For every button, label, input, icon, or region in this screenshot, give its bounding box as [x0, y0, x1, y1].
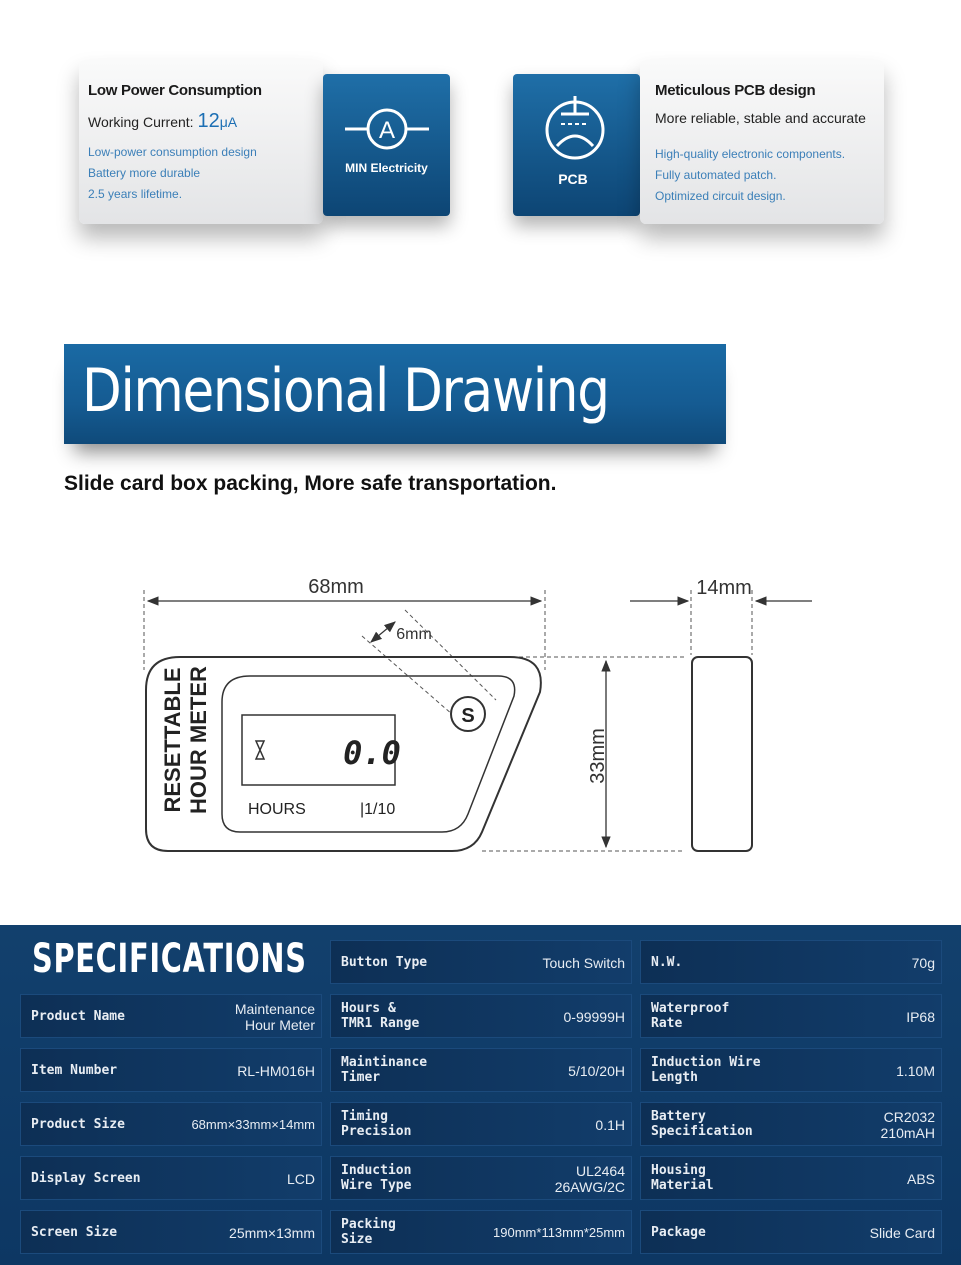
feature-line: High-quality electronic components.: [655, 147, 846, 161]
side-text-resettable: RESETTABLE: [160, 667, 185, 813]
feature-line: Fully automated patch.: [655, 168, 777, 182]
spec-label: Battery Specification: [651, 1109, 753, 1139]
spec-row: [640, 940, 942, 984]
spec-row: [640, 1210, 942, 1254]
feature-subtitle-pcb: More reliable, stable and accurate: [655, 110, 866, 126]
spec-row: [640, 1102, 942, 1146]
feature-line: Optimized circuit design.: [655, 189, 786, 203]
spec-row: [330, 940, 632, 984]
spec-label: Product Size: [31, 1117, 125, 1132]
feature-lines-low-power: [88, 142, 257, 205]
dimensional-drawing: [0, 560, 961, 880]
spec-label: Induction Wire Type: [341, 1163, 412, 1193]
feature-line: 2.5 years lifetime.: [88, 187, 183, 201]
spec-value: Touch Switch: [542, 955, 625, 971]
spec-value: 1.10M: [896, 1063, 935, 1079]
spec-value: Maintenance Hour Meter: [234, 1001, 315, 1033]
feature-lines-pcb: [655, 144, 845, 207]
lcd-reading: 0.0: [343, 734, 401, 772]
spec-row: [20, 1156, 322, 1200]
side-text-hour-meter: HOUR METER: [186, 666, 211, 814]
scale-label: |1/10: [360, 801, 396, 818]
spec-label: Hours & TMR1 Range: [341, 1001, 420, 1031]
spec-value: CR2032 210mAH: [880, 1109, 935, 1141]
working-current-label: Working Current:: [88, 114, 194, 130]
spec-label: Maintinance Timer: [341, 1055, 428, 1085]
spec-row: [640, 1048, 942, 1092]
spec-value: ABS: [906, 1171, 935, 1187]
hourglass-icon: [256, 741, 264, 759]
spec-row: [330, 994, 632, 1038]
hours-label: HOURS: [248, 801, 306, 818]
spec-row: [20, 1048, 322, 1092]
spec-row: [330, 1210, 632, 1254]
banner-subtitle: Slide card box packing, More safe transportation.: [64, 472, 557, 495]
spec-value: IP68: [906, 1009, 935, 1025]
spec-label: Housing Material: [651, 1163, 714, 1193]
spec-label: Screen Size: [31, 1225, 118, 1240]
spec-label: Package: [651, 1225, 706, 1240]
feature-title-pcb: Meticulous PCB design: [655, 82, 816, 99]
width-dimension-label: 68mm: [308, 576, 364, 598]
spec-value: 70g: [911, 955, 935, 971]
working-current-unit: μA: [219, 114, 238, 130]
spec-label: Induction Wire Length: [651, 1055, 761, 1085]
spec-label: Item Number: [31, 1063, 118, 1078]
spec-row: [330, 1102, 632, 1146]
spec-row: [20, 994, 322, 1038]
spec-value: 0-99999H: [563, 1009, 625, 1025]
depth-dimension-label: 14mm: [696, 577, 752, 599]
min-electricity-label: MIN Electricity: [345, 161, 428, 175]
pcb-label: PCB: [558, 171, 588, 187]
spec-label: Packing Size: [341, 1217, 396, 1247]
working-current-value: 12: [197, 110, 220, 132]
s-button-label: S: [461, 705, 475, 727]
banner-title: Dimensional Drawing: [82, 356, 609, 426]
spec-label: Waterproof Rate: [651, 1001, 730, 1031]
feature-title-low-power: Low Power Consumption: [88, 82, 262, 99]
meter-side-view: [692, 657, 752, 851]
min-electricity-badge: [323, 74, 450, 216]
spec-label: N.W.: [651, 955, 683, 970]
spec-row: [20, 1102, 322, 1146]
svg-text:A: A: [378, 117, 396, 144]
spec-value: 5/10/20H: [568, 1063, 625, 1079]
spec-row: [330, 1156, 632, 1200]
feature-line: Battery more durable: [88, 166, 201, 180]
spec-value: RL-HM016H: [237, 1063, 315, 1079]
spec-value: 190mm*113mm*25mm: [493, 1225, 625, 1240]
working-current-line: [88, 110, 237, 133]
ammeter-icon: [323, 84, 450, 164]
spec-value: 25mm×13mm: [229, 1225, 315, 1241]
spec-label: Product Name: [31, 1009, 125, 1024]
feature-line: Low-power consumption design: [88, 145, 257, 159]
spec-row: [640, 994, 942, 1038]
vacuum-tube-icon: [513, 80, 640, 165]
spec-value: Slide Card: [869, 1225, 935, 1241]
pcb-badge: [513, 74, 640, 216]
spec-label: Display Screen: [31, 1171, 141, 1186]
spec-label: Timing Precision: [341, 1109, 412, 1139]
specifications-title: SPECIFICATIONS: [32, 936, 307, 982]
spec-value: 0.1H: [595, 1117, 625, 1133]
height-dimension-label: 33mm: [587, 728, 609, 784]
spec-value: UL2464 26AWG/2C: [554, 1163, 625, 1195]
spec-row: [330, 1048, 632, 1092]
spec-value: LCD: [286, 1171, 315, 1187]
spec-row: [20, 1210, 322, 1254]
spec-label: Button Type: [341, 955, 428, 970]
spec-value: 68mm×33mm×14mm: [191, 1117, 315, 1132]
corner-dimension-label: 6mm: [396, 626, 432, 643]
spec-row: [640, 1156, 942, 1200]
